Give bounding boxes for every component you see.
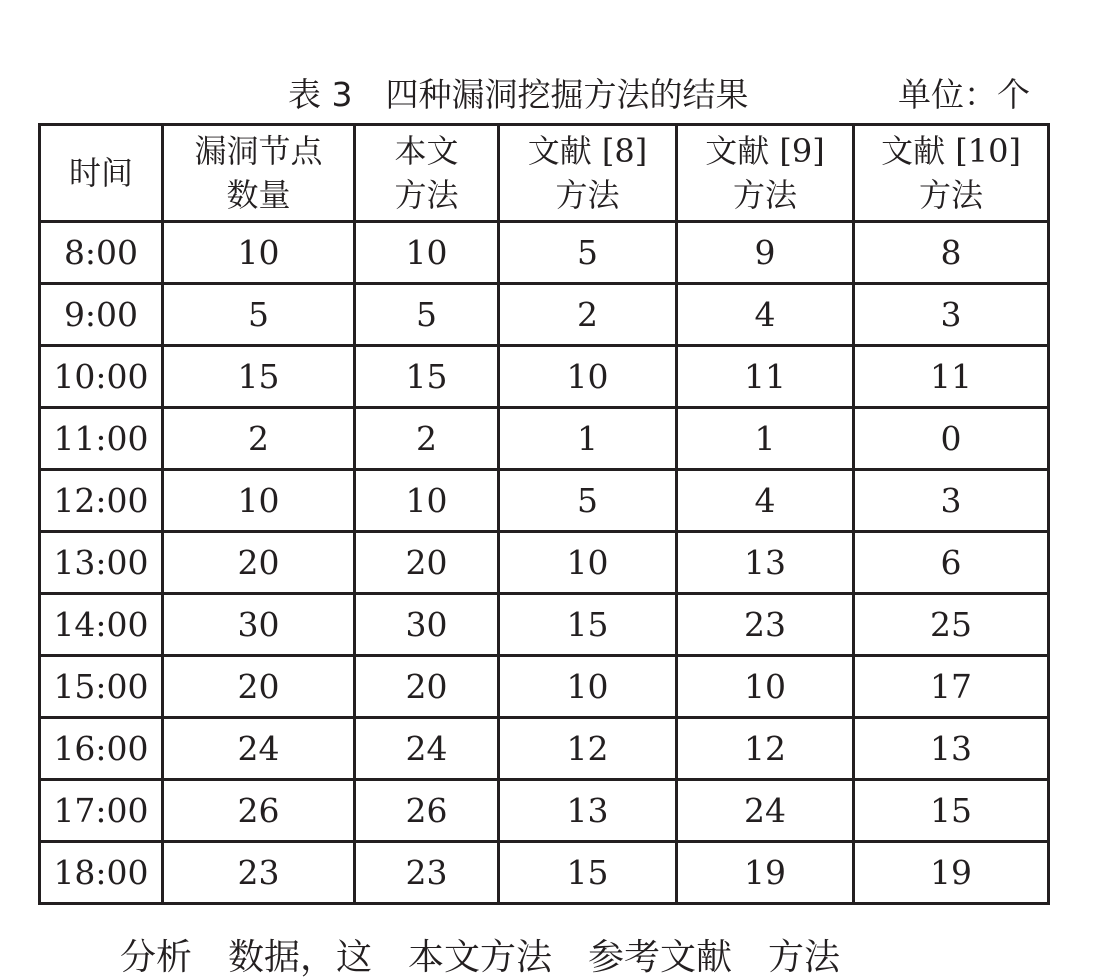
value-cell: 11	[677, 346, 854, 408]
value-cell: 15	[163, 346, 355, 408]
header-ref9-method	[677, 125, 854, 222]
time-cell: 16:00	[40, 718, 163, 780]
value-cell: 4	[677, 284, 854, 346]
value-cell: 10	[677, 656, 854, 718]
value-cell: 2	[499, 284, 677, 346]
time-cell: 14:00	[40, 594, 163, 656]
value-cell: 15	[854, 780, 1049, 842]
value-cell: 5	[355, 284, 499, 346]
time-cell: 17:00	[40, 780, 163, 842]
value-cell: 23	[163, 842, 355, 904]
header-ref10-method	[854, 125, 1049, 222]
value-cell: 30	[163, 594, 355, 656]
table-body	[40, 222, 1049, 904]
header-label: 方法	[394, 176, 459, 214]
table-caption	[0, 72, 1093, 118]
value-cell: 23	[355, 842, 499, 904]
table-row	[40, 656, 1049, 718]
value-cell: 15	[499, 594, 677, 656]
time-cell: 15:00	[40, 656, 163, 718]
value-cell: 2	[355, 408, 499, 470]
time-cell: 12:00	[40, 470, 163, 532]
value-cell: 12	[677, 718, 854, 780]
value-cell: 4	[677, 470, 854, 532]
header-label: 本文	[394, 132, 459, 170]
value-cell: 12	[499, 718, 677, 780]
table-row	[40, 222, 1049, 284]
value-cell: 8	[854, 222, 1049, 284]
header-label: 文献 [9]	[705, 132, 825, 170]
header-label: 方法	[555, 176, 620, 214]
table-row	[40, 346, 1049, 408]
value-cell: 10	[499, 532, 677, 594]
value-cell: 24	[677, 780, 854, 842]
header-vuln-node-count	[163, 125, 355, 222]
table-header	[40, 125, 1049, 222]
header-label: 方法	[732, 176, 797, 214]
time-cell: 13:00	[40, 532, 163, 594]
value-cell: 10	[355, 470, 499, 532]
value-cell: 20	[355, 656, 499, 718]
time-cell: 8:00	[40, 222, 163, 284]
value-cell: 26	[163, 780, 355, 842]
header-label: 文献 [10]	[881, 132, 1021, 170]
body-text-fragment: 分析 数据，这 本文方法 参考文献 方法	[120, 937, 841, 978]
value-cell: 10	[355, 222, 499, 284]
value-cell: 15	[499, 842, 677, 904]
header-label: 时间	[68, 154, 133, 192]
time-cell: 18:00	[40, 842, 163, 904]
time-cell: 9:00	[40, 284, 163, 346]
value-cell: 13	[677, 532, 854, 594]
results-table	[38, 123, 1050, 905]
table-unit-label: 单位：个	[898, 75, 1030, 114]
value-cell: 26	[355, 780, 499, 842]
value-cell: 13	[854, 718, 1049, 780]
table-title: 表 3 四种漏洞挖掘方法的结果	[288, 75, 749, 114]
value-cell: 9	[677, 222, 854, 284]
value-cell: 20	[163, 532, 355, 594]
value-cell: 10	[163, 470, 355, 532]
value-cell: 6	[854, 532, 1049, 594]
value-cell: 5	[163, 284, 355, 346]
value-cell: 25	[854, 594, 1049, 656]
value-cell: 30	[355, 594, 499, 656]
value-cell: 3	[854, 284, 1049, 346]
value-cell: 5	[499, 222, 677, 284]
header-row	[40, 125, 1049, 222]
header-label: 方法	[918, 176, 983, 214]
value-cell: 19	[854, 842, 1049, 904]
value-cell: 1	[499, 408, 677, 470]
table-row	[40, 780, 1049, 842]
header-ref8-method	[499, 125, 677, 222]
time-cell: 11:00	[40, 408, 163, 470]
value-cell: 3	[854, 470, 1049, 532]
table-row	[40, 284, 1049, 346]
value-cell: 10	[499, 346, 677, 408]
header-this-method	[355, 125, 499, 222]
value-cell: 2	[163, 408, 355, 470]
table-row	[40, 470, 1049, 532]
value-cell: 24	[355, 718, 499, 780]
value-cell: 10	[499, 656, 677, 718]
value-cell: 20	[355, 532, 499, 594]
value-cell: 13	[499, 780, 677, 842]
table-row	[40, 532, 1049, 594]
value-cell: 10	[163, 222, 355, 284]
table-row	[40, 408, 1049, 470]
value-cell: 24	[163, 718, 355, 780]
time-cell: 10:00	[40, 346, 163, 408]
value-cell: 17	[854, 656, 1049, 718]
header-label: 数量	[226, 176, 291, 214]
value-cell: 15	[355, 346, 499, 408]
header-label: 漏洞节点	[194, 132, 323, 170]
table-row	[40, 718, 1049, 780]
value-cell: 11	[854, 346, 1049, 408]
value-cell: 19	[677, 842, 854, 904]
header-time	[40, 125, 163, 222]
header-label: 文献 [8]	[527, 132, 648, 170]
value-cell: 20	[163, 656, 355, 718]
value-cell: 23	[677, 594, 854, 656]
table-row	[40, 594, 1049, 656]
value-cell: 0	[854, 408, 1049, 470]
value-cell: 5	[499, 470, 677, 532]
value-cell: 1	[677, 408, 854, 470]
table-row	[40, 842, 1049, 904]
